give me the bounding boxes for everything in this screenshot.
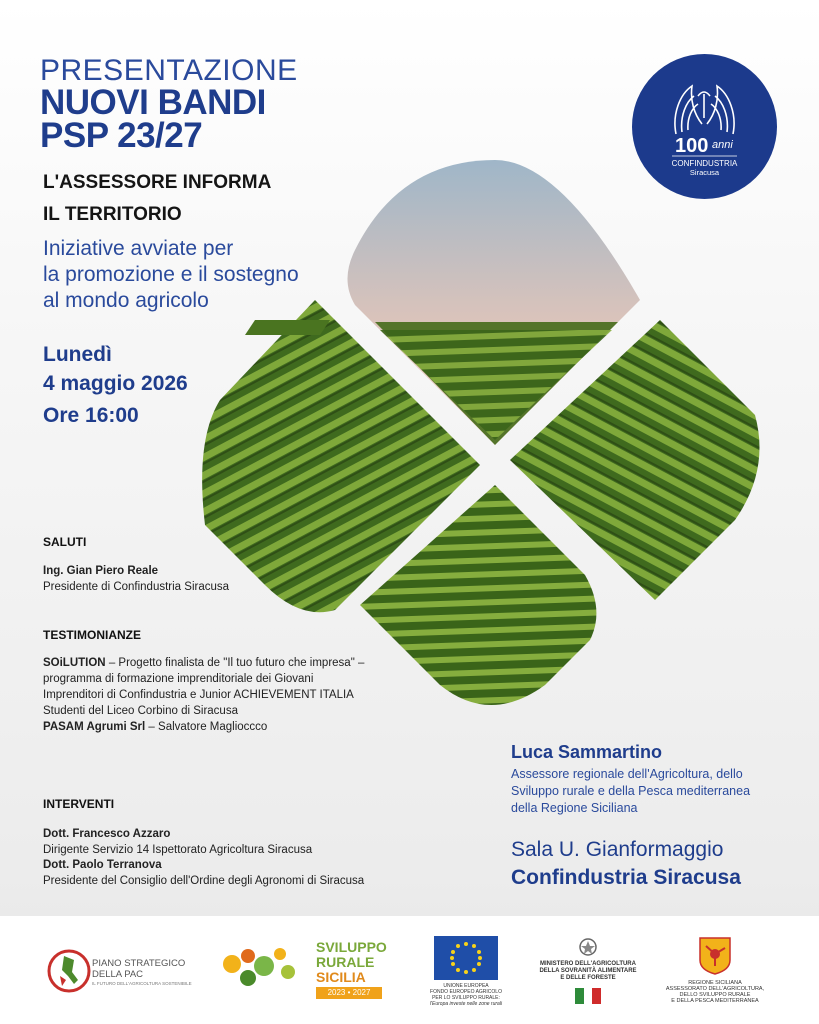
masaf-line-1: MINISTERO DELL'AGRICOLTURA (540, 961, 636, 967)
sviluppo-rurale-icon (218, 938, 308, 993)
regione-line-3: DELLO SVILUPPO RURALE (679, 992, 751, 998)
testimonianza-1-desc: – Progetto finalista de "Il tuo futuro che impresa" – (105, 657, 365, 669)
regione-siciliana-icon (698, 936, 732, 976)
testimonianza-2-name: PASAM Agrumi Srl (43, 721, 146, 733)
intro-line-3: al mondo agricolo (43, 289, 209, 312)
testimonianza-2 (43, 721, 267, 733)
srs-sicilia: SICILIA (316, 969, 366, 985)
testimonianza-1-line-2: programma di formazione imprenditoriale dei Giovani (43, 673, 314, 685)
event-date: 4 maggio 2026 (43, 372, 188, 395)
italian-flag-icon (575, 988, 601, 1004)
pac-title-1: PIANO STRATEGICO (92, 958, 186, 969)
intervento-2-role: Presidente del Consiglio dell'Ordine degli Agronomi di Siracusa (43, 875, 365, 887)
subtitle-assessore: L'ASSESSORE INFORMA (43, 172, 272, 193)
venue-org: Confindustria Siracusa (511, 866, 741, 889)
venue-room: Sala U. Gianformaggio (511, 838, 724, 861)
pac-tagline: IL FUTURO DELL'AGRICOLTURA SOSTENIBILE (92, 981, 192, 986)
footer-logos (0, 916, 819, 1024)
intervento-1-name: Dott. Francesco Azzaro (43, 828, 171, 840)
section-saluti: SALUTI (43, 535, 87, 549)
speaker-role-1: Assessore regionale dell'Agricoltura, dello (511, 767, 743, 781)
subtitle-territorio: IL TERRITORIO (43, 204, 182, 225)
logo-city: Siracusa (689, 168, 720, 177)
saluti-name: Ing. Gian Piero Reale (43, 565, 159, 577)
speaker-role-2: Sviluppo rurale e della Pesca mediterranea (511, 784, 751, 798)
event-time: Ore 16:00 (43, 404, 139, 427)
logo-anni: anni (712, 139, 733, 151)
italian-emblem-icon (578, 936, 598, 958)
section-interventi: INTERVENTI (43, 797, 115, 811)
intervento-2-name: Dott. Paolo Terranova (43, 859, 162, 871)
masaf-line-3: E DELLE FORESTE (560, 975, 616, 981)
logo-years: 100 (675, 135, 709, 157)
eu-line-1: UNIONE EUROPEA (443, 983, 489, 989)
srs-years: 2023 • 2027 (316, 987, 382, 999)
logo-org: CONFINDUSTRIA (671, 159, 738, 168)
pac-title-2: DELLA PAC (92, 969, 144, 980)
eu-line-4: l'Europa investe nelle zone rurali (429, 1001, 503, 1007)
section-testimonianze: TESTIMONIANZE (43, 628, 141, 642)
pac-italy-icon (44, 946, 94, 996)
testimonianza-2-desc: – Salvatore Maglioccco (145, 721, 268, 733)
testimonianza-1-line-4: Studenti del Liceo Corbino di Siracusa (43, 705, 238, 717)
title-presentazione: PRESENTAZIONE (40, 54, 298, 87)
saluti-role: Presidente di Confindustria Siracusa (43, 581, 230, 593)
title-psp: PSP 23/27 (40, 116, 203, 155)
testimonianza-1 (43, 657, 364, 669)
intervento-1-role: Dirigente Servizio 14 Ispettorato Agricoltura Siracusa (43, 844, 313, 856)
event-day: Lunedì (43, 343, 112, 366)
title-nuovi-bandi: NUOVI BANDI (40, 83, 266, 122)
regione-line-1: REGIONE SICILIANA (688, 980, 742, 986)
srs-sviluppo: SVILUPPO (316, 939, 387, 955)
regione-line-2: ASSESSORATO DELL'AGRICOLTURA, (665, 986, 765, 992)
intro-line-2: la promozione e il sostegno (43, 263, 299, 286)
regione-line-4: E DELLA PESCA MEDITERRANEA (671, 998, 759, 1004)
eu-line-3: PER LO SVILUPPO RURALE: (432, 995, 500, 1001)
eu-flag-icon (434, 936, 498, 980)
speaker-role-3: della Regione Siciliana (511, 801, 638, 815)
intro-line-1: Iniziative avviate per (43, 237, 234, 260)
testimonianza-1-line-3: Imprenditori di Confindustria e Junior ACHIEVEMENT ITALIA (43, 689, 354, 701)
testimonianza-1-name: SOiLUTION (43, 657, 106, 669)
eu-line-2: FONDO EUROPEO AGRICOLO (430, 989, 502, 995)
srs-rurale: RURALE (316, 954, 375, 970)
masaf-line-2: DELLA SOVRANITÀ ALIMENTARE (539, 968, 637, 974)
speaker-name: Luca Sammartino (511, 742, 663, 762)
